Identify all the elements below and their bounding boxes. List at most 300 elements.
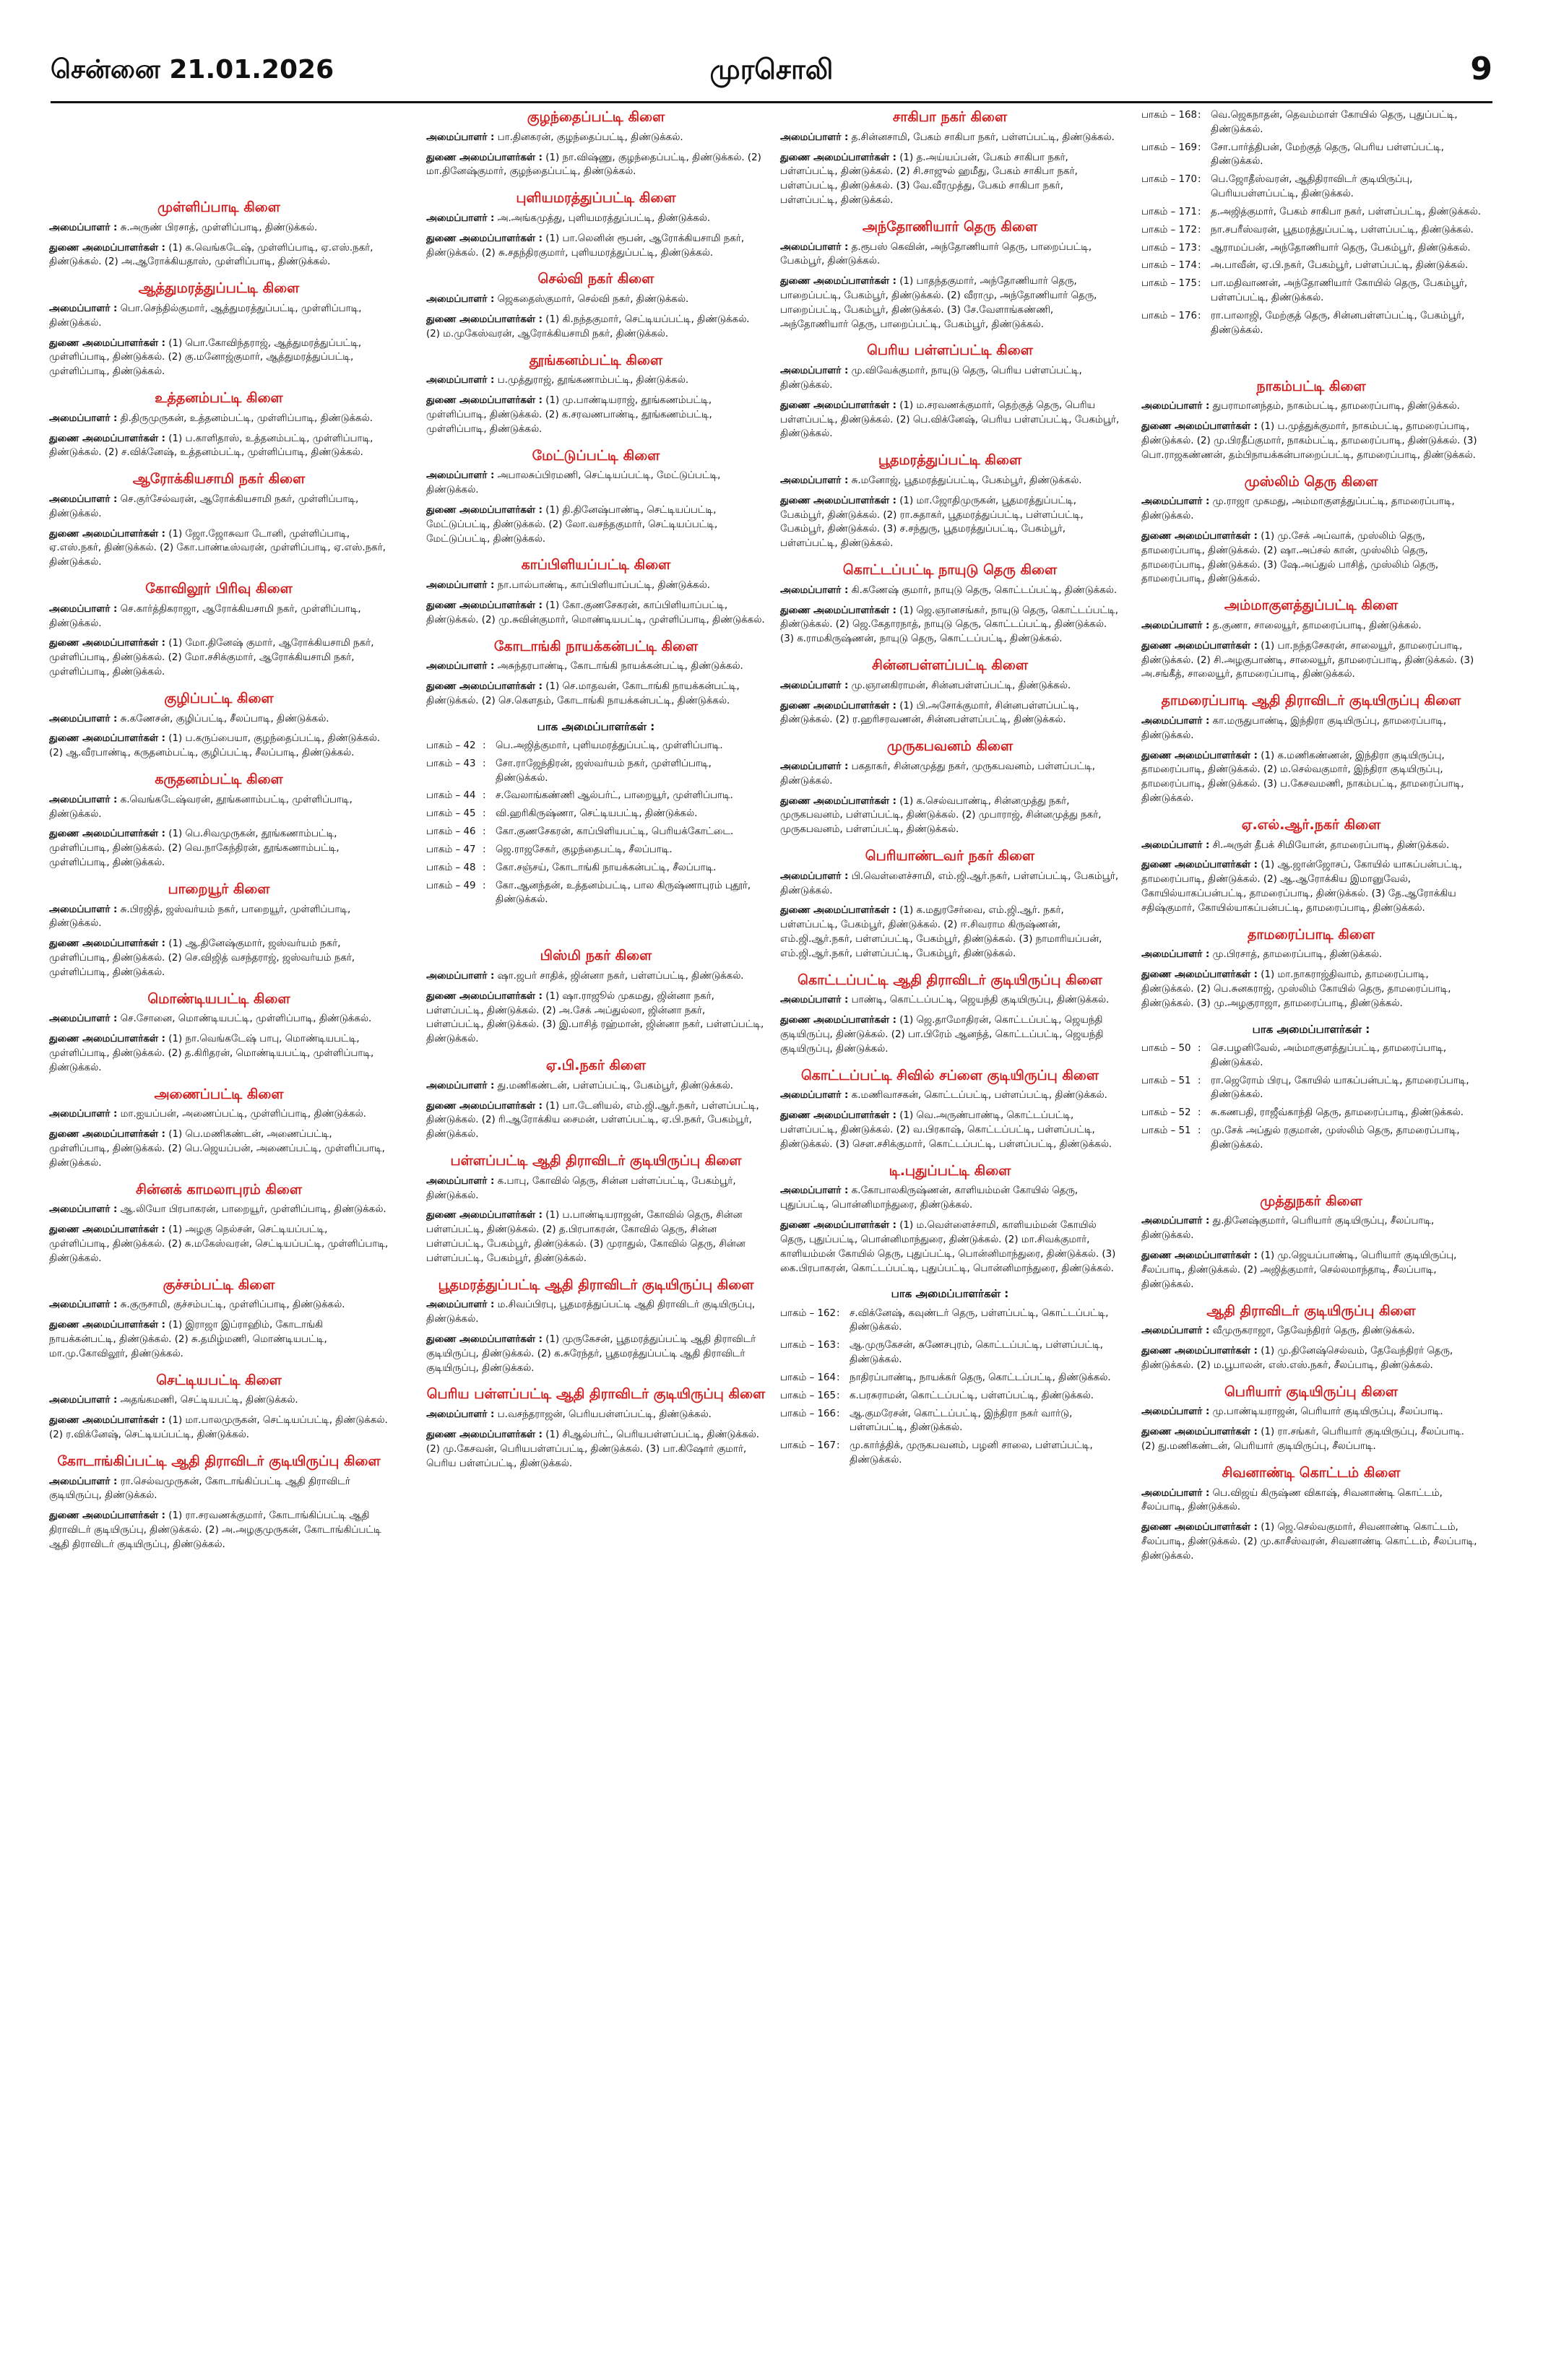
organizer-name: கி.கணேஷ் குமார், நாயுடு தெரு, கொட்டப்பட்டி, திண்டுக்கல். bbox=[851, 584, 1118, 596]
deputy-label: துணை அமைப்பாளர்கள் : bbox=[1141, 1346, 1258, 1357]
organizer-label: அமைப்பாளர் : bbox=[49, 904, 118, 915]
deputy-names: (1) பெ.சிவமுருகன், தூங்கணாம்பட்டி, முள்ளிப்பாடி, திண்டுக்கல். (2) வெ.நாகேந்திரன், தூங்கணாம்பட்டி, முள்ளிப்பாடி, திண்டுக்கல். bbox=[49, 828, 340, 868]
deputy-names: (1) மா.பாலமுருகன், செட்டியப்பட்டி, திண்டுக்கல். (2) ர.விக்னேஷ், செட்டியப்பட்டி, திண்டுக்கல். bbox=[49, 1415, 388, 1440]
page-number: 9 bbox=[1470, 51, 1492, 87]
baga-row bbox=[1141, 1042, 1481, 1070]
branch-title: பிஸ்மி நகர் கிளை bbox=[540, 948, 652, 964]
deputy-line bbox=[780, 274, 1120, 332]
organizer-label: அமைப்பாளர் : bbox=[426, 580, 495, 592]
baga-row bbox=[426, 825, 766, 839]
deputy-line bbox=[780, 1219, 1120, 1276]
baga-number: பாகம் – 174 bbox=[1141, 260, 1198, 272]
baga-row bbox=[426, 807, 766, 821]
organizer-line bbox=[1141, 948, 1481, 962]
branch-title: குச்சம்பட்டி கிளை bbox=[163, 1276, 275, 1293]
branch-title: சாகிபா நகர் கிளை bbox=[892, 109, 1008, 125]
organizer-label: அமைப்பாளர் : bbox=[426, 212, 495, 224]
deputy-label: துணை அமைப்பாளர்கள் : bbox=[780, 152, 896, 163]
branch-title: கொட்டப்பட்டி சிவில் சப்ளை குடியிருப்பு கிளை bbox=[800, 1067, 1099, 1083]
deputy-line bbox=[426, 1428, 766, 1471]
organizer-label: அமைப்பாளர் : bbox=[49, 1395, 118, 1406]
organizer-name: கா.மருதுபாண்டி, இந்திரா குடியிருப்பு, தாமரைப்பாடி, திண்டுக்கல். bbox=[1141, 715, 1447, 741]
deputy-names: (1) ஜெ.செல்வகுமார், சிவனாண்டி கொட்டம், சீலப்பாடி, திண்டுக்கல். (2) மு.காசீஸ்வரன், சிவனாண்டி கொட்டம், சீலப்பாடி, திண்டுக்கல். bbox=[1141, 1522, 1477, 1562]
branch-title: தூங்கனம்பட்டி கிளை bbox=[529, 352, 663, 368]
deputy-label: துணை அமைப்பாளர்கள் : bbox=[426, 395, 543, 407]
baga-number: பாகம் – 162 bbox=[780, 1307, 837, 1319]
deputy-label: துணை அமைப்பாளர்கள் : bbox=[1141, 640, 1258, 652]
column-2 bbox=[426, 108, 766, 1481]
deputy-names: (1) ப.முத்துக்குமார், நாகம்பட்டி, தாமரைப்பாடி, திண்டுக்கல். (2) மு.பிரதீப்குமார், நாகம்பட்டி, தாமரைப்பாடி, திண்டுக்கல். (3) பொ.ராஜகண்ணன், தம்பிநாயக்கன்பாறைப்பட்டி, தாமரைப்பாடி, திண்டுக்கல். bbox=[1141, 421, 1477, 461]
deputy-label: துணை அமைப்பாளர்கள் : bbox=[426, 681, 543, 693]
organizer-line bbox=[780, 241, 1120, 269]
baga-member: சு.கணபதி, ராஜீவ்காந்தி தெரு, தாமரைப்பாடி, திண்டுக்கல். bbox=[1211, 1107, 1464, 1119]
organizer-label: அமைப்பாளர் : bbox=[49, 1013, 118, 1025]
colon-mark: : bbox=[837, 1390, 840, 1401]
deputy-line bbox=[426, 1333, 766, 1375]
deputy-names: (1) பாதந்தகுமார், அந்தோணியார் தெரு, பாறைப்பட்டி, பேகம்பூர், திண்டுக்கல். (2) வீராமு, அந்தோணியார் தெரு, பாறைப்பட்டி, பேகம்பூர், திண்டுக்கல். (3) சே.வேளாங்கண்ணி, அந்தோணியார் தெரு, பாறைப்பட்டி, பேகம்பூர், திண்டுக்கல். bbox=[780, 276, 1097, 330]
organizer-label: அமைப்பாளர் : bbox=[49, 1299, 118, 1311]
organizer-label: அமைப்பாளர் : bbox=[49, 303, 118, 314]
branch-section bbox=[426, 947, 766, 1047]
branch-section bbox=[780, 737, 1120, 837]
branch-section bbox=[426, 108, 766, 179]
organizer-name: து.தினேஷ்குமார், பெரியார் குடியிருப்பு, சீலப்பாடி, திண்டுக்கல். bbox=[1141, 1216, 1435, 1242]
branch-section bbox=[1141, 473, 1481, 587]
baga-row bbox=[426, 861, 766, 875]
baga-row bbox=[780, 1407, 1120, 1436]
deputy-label: துணை அமைப்பாளர்கள் : bbox=[49, 528, 165, 540]
branch-section bbox=[780, 108, 1120, 208]
organizer-line bbox=[49, 493, 389, 522]
organizer-line bbox=[1141, 1405, 1481, 1419]
branch-title: காப்பிளியப்பட்டி கிளை bbox=[521, 557, 671, 574]
branch-section bbox=[49, 1086, 389, 1171]
baga-member: அ.பாவீன், ஏ.பி.நகர், பேகம்பூர், பள்ளப்பட்டி, திண்டுக்கல். bbox=[1211, 260, 1469, 272]
deputy-line bbox=[426, 313, 766, 342]
baga-number: பாகம் – 42 bbox=[426, 740, 476, 751]
baga-number: பாகம் – 171 bbox=[1141, 206, 1198, 217]
organizer-label: அமைப்பாளர் : bbox=[49, 222, 118, 233]
baga-member: நாதிரப்பாண்டி, நாயக்கர் தெரு, கொட்டப்பட்டி, திண்டுக்கல். bbox=[850, 1372, 1111, 1383]
branch-section bbox=[1141, 926, 1481, 1011]
branch-title: சின்னபள்ளப்பட்டி கிளை bbox=[872, 657, 1028, 674]
organizer-name: பகதாகர், சின்னமுத்து நகர், முருகபவனம், பள்ளப்பட்டி, திண்டுக்கல். bbox=[780, 761, 1096, 787]
organizer-name: அதங்கமணி, செட்டியபட்டி, திண்டுக்கல். bbox=[120, 1395, 298, 1406]
organizer-line bbox=[780, 364, 1120, 393]
organizer-name: அ.அங்கமுத்து, புளியமரத்துப்பட்டி, திண்டுக்கல். bbox=[497, 212, 711, 224]
deputy-line bbox=[426, 1099, 766, 1142]
baga-number: பாகம் – 44 bbox=[426, 790, 476, 802]
organizer-name: நா.பால்பாண்டி, காப்பிளியாப்பட்டி, திண்டுக்கல். bbox=[497, 580, 710, 592]
deputy-label: துணை அமைப்பாளர்கள் : bbox=[780, 1220, 896, 1232]
branch-title: கொட்டப்பட்டி ஆதி திராவிடர் குடியிருப்பு கிளை bbox=[798, 972, 1102, 988]
organizer-label: அமைப்பாளர் : bbox=[1141, 401, 1210, 412]
baga-member: ஆ.குமரேசன், கொட்டப்பட்டி, இந்திரா நகர் வார்டு, பள்ளப்பட்டி, திண்டுக்கல். bbox=[850, 1408, 1073, 1434]
deputy-names: (1) ம.சரவணக்குமார், தெற்குத் தெரு, பெரிய பள்ளப்பட்டி, திண்டுக்கல். (2) பெ.விக்னேஷ், பெரிய பள்ளப்பட்டி, பேகம்பூர், திண்டுக்கல். bbox=[780, 399, 1120, 440]
branch-title: குழந்தைப்பட்டி கிளை bbox=[527, 109, 665, 125]
deputy-label: துணை அமைப்பாளர்கள் : bbox=[49, 433, 165, 444]
branch-section bbox=[426, 1276, 766, 1376]
baga-number: பாகம் – 168 bbox=[1141, 110, 1198, 121]
deputy-line bbox=[426, 680, 766, 709]
deputy-names: (1) வெ.அருண்பாண்டி, கொட்டப்பட்டி, பள்ளப்பட்டி, திண்டுக்கல். (2) வ.பிரகாஷ், கொட்டப்பட்டி, பள்ளப்பட்டி, திண்டுக்கல். (3) சௌ.சசிக்குமார், கொட்டப்பட்டி, பள்ளப்பட்டி, திண்டுக்கல். bbox=[780, 1110, 1112, 1150]
organizer-label: அமைப்பாளர் : bbox=[426, 1409, 495, 1421]
deputy-label: துணை அமைப்பாளர்கள் : bbox=[49, 1129, 165, 1141]
colon-mark: : bbox=[837, 1307, 840, 1319]
deputy-line bbox=[1141, 639, 1481, 682]
branch-title: பூதமரத்துப்பட்டி ஆதி திராவிடர் குடியிருப்பு கிளை bbox=[438, 1276, 754, 1293]
baga-member: ஆ.முருகேசன், சுணேசபுரம், கொட்டப்பட்டி, பள்ளப்பட்டி, திண்டுக்கல். bbox=[850, 1340, 1104, 1366]
organizer-label: அமைப்பாளர் : bbox=[1141, 620, 1210, 631]
deputy-names: (1) ப.கருப்பையா, குழந்தைப்பட்டி, திண்டுக்கல். (2) ஆ.வீரபாண்டி, கருதனம்பட்டி, குழிப்பட்டி, சீலப்பாடி, திண்டுக்கல். bbox=[49, 733, 381, 759]
organizer-line bbox=[49, 302, 389, 331]
baga-row bbox=[1141, 277, 1481, 306]
branch-title: ஏ.பி.நகர் கிளை bbox=[545, 1057, 647, 1073]
branch-section bbox=[426, 556, 766, 627]
column-3 bbox=[780, 108, 1120, 1471]
organizer-name: சு.மனோஜ், பூதமரத்துப்பட்டி, பேகம்பூர், திண்டுக்கல். bbox=[851, 475, 1082, 486]
branch-section bbox=[780, 1067, 1120, 1152]
baga-row bbox=[1141, 1106, 1481, 1120]
deputy-names: (1) மு.ஜெயப்பாண்டி, பெரியார் குடியிருப்பு, சீலப்பாடி, திண்டுக்கல். (2) அஜித்குமார், செல்லமாந்தாடி, சீலப்பாடி, திண்டுக்கல். bbox=[1141, 1250, 1457, 1290]
branch-section bbox=[1141, 816, 1481, 916]
organizer-name: பெ.விஜய் கிருஷ்ண விகாஷ், சிவனாண்டி கொட்டம், சீலப்பாடி, திண்டுக்கல். bbox=[1141, 1487, 1443, 1513]
organizer-name: ப.வசந்தராஜன், பெரியபள்ளப்பட்டி, திண்டுக்கல். bbox=[497, 1409, 712, 1421]
page-header bbox=[51, 51, 1492, 94]
branch-section bbox=[49, 580, 389, 680]
organizer-name: பொ.செந்தில்குமார், ஆத்துமரத்துப்பட்டி, முள்ளிப்பாடி, திண்டுக்கல். bbox=[49, 303, 362, 329]
deputy-label: துணை அமைப்பாளர்கள் : bbox=[49, 242, 165, 254]
deputy-names: (1) க.செல்வபாண்டி, சின்னமுத்து நகர், முருகபவனம், பள்ளப்பட்டி, திண்டுக்கல். (2) முபாராஜ், சின்னமுத்து நகர், முருகபவனம், பள்ளப்பட்டி, திண்டுக்கல். bbox=[780, 795, 1102, 836]
colon-mark: : bbox=[837, 1340, 840, 1351]
organizer-line bbox=[426, 659, 766, 674]
colon-mark: : bbox=[837, 1408, 840, 1419]
organizer-line bbox=[1141, 1214, 1481, 1243]
baga-heading: பாக அமைப்பாளர்கள் : bbox=[537, 719, 655, 733]
deputy-label: துணை அமைப்பாளர்கள் : bbox=[49, 1034, 165, 1045]
organizer-label: அமைப்பாளர் : bbox=[426, 1175, 495, 1187]
organizer-line bbox=[780, 993, 1120, 1008]
organizer-line bbox=[426, 969, 766, 984]
colon-mark: : bbox=[1198, 1125, 1201, 1137]
baga-number: பாகம் – 176 bbox=[1141, 310, 1198, 321]
deputy-line bbox=[49, 937, 389, 979]
deputy-names: (1) கி.நந்தகுமார், செட்டியப்பட்டி, திண்டுக்கல். (2) ம.முகேஸ்வரன், ஆரோக்கியசாமி நகர், திண்டுக்கல். bbox=[426, 313, 750, 339]
branch-title: செல்வி நகர் கிளை bbox=[537, 271, 654, 287]
organizer-name: மு.ராஜா முகமது, அம்மாகுளத்துப்பட்டி, தாமரைப்பாடி, திண்டுக்கல். bbox=[1141, 496, 1455, 522]
organizer-line bbox=[49, 1298, 389, 1312]
deputy-line bbox=[49, 1128, 389, 1170]
baga-member: கோ.ஆனந்தன், உத்தனம்பட்டி, பால கிருஷ்ணாபுரம் புதூர், திண்டுக்கல். bbox=[496, 880, 751, 906]
branch-section bbox=[49, 990, 389, 1076]
organizer-label: அமைப்பாளர் : bbox=[49, 603, 118, 615]
organizer-label: அமைப்பாளர் : bbox=[780, 131, 849, 143]
organizer-name: மு.பிரசாத், தாமரைப்பாடி, திண்டுக்கல். bbox=[1212, 949, 1383, 961]
branch-title: மொண்டியபட்டி கிளை bbox=[147, 990, 290, 1007]
branch-title: கோவிலூர் பிரிவு கிளை bbox=[145, 581, 293, 597]
organizer-line bbox=[1141, 1487, 1481, 1515]
deputy-line bbox=[49, 1509, 389, 1552]
deputy-names: (1) க.மதுரசேர்வை, எம்.ஜி.ஆர். நகர், பள்ளப்பட்டி, பேகம்பூர், திண்டுக்கல். (2) ஈ.சிவராம கிருஷ்ணன், எம்.ஜி.ஆர்.நகர், பள்ளப்பட்டி, பேகம்பூர், திண்டுக்கல். (3) நாமாரியப்பன், எம்.ஜி.ஆர்.நகர், பள்ளப்பட்டி, பேகம்பூர், திண்டுக்கல். bbox=[780, 905, 1102, 959]
organizer-label: அமைப்பாளர் : bbox=[1141, 1216, 1210, 1227]
baga-row bbox=[1141, 1124, 1481, 1153]
organizer-label: அமைப்பாளர் : bbox=[780, 241, 849, 253]
organizer-line bbox=[49, 1012, 389, 1026]
baga-row bbox=[780, 1371, 1120, 1385]
deputy-line bbox=[780, 1109, 1120, 1151]
deputy-label: துணை அமைப்பாளர்கள் : bbox=[49, 337, 165, 349]
branch-section bbox=[780, 218, 1120, 332]
organizer-line bbox=[49, 1203, 389, 1217]
organizer-line bbox=[780, 1184, 1120, 1213]
baga-member: சோ.பார்த்திபன், மேற்குத் தெரு, பெரிய பள்ளப்பட்டி, திண்டுக்கல். bbox=[1211, 142, 1444, 168]
branch-section bbox=[49, 199, 389, 269]
deputy-line bbox=[49, 1032, 389, 1075]
organizer-label: அமைப்பாளர் : bbox=[426, 1299, 495, 1311]
organizer-label: அமைப்பாளர் : bbox=[426, 661, 495, 672]
column-1 bbox=[49, 199, 389, 1562]
colon-mark: : bbox=[483, 880, 486, 891]
organizer-line bbox=[49, 903, 389, 932]
baga-member: ச.வேலாங்கண்ணி ஆல்பர்ட், பாறையூர், முள்ளிப்பாடி. bbox=[496, 790, 733, 802]
deputy-label: துணை அமைப்பாளர்கள் : bbox=[426, 1100, 543, 1112]
organizer-name: ஆ.லியோ பிரபாகரன், பாறையூர், முள்ளிப்பாடி, திண்டுக்கல். bbox=[120, 1204, 386, 1216]
baga-number: பாகம் – 166 bbox=[780, 1408, 837, 1419]
branch-title: அணைப்பட்டி கிளை bbox=[154, 1086, 284, 1102]
organizer-name: பி.வெள்ளைச்சாமி, எம்.ஜி.ஆர்.நகர், பள்ளப்பட்டி, பேகம்பூர், திண்டுக்கல். bbox=[780, 870, 1119, 896]
branch-title: கொட்டப்பட்டி நாயுடு தெரு கிளை bbox=[842, 562, 1058, 579]
organizer-label: அமைப்பாளர் : bbox=[780, 584, 849, 596]
deputy-line bbox=[780, 151, 1120, 208]
organizer-line bbox=[780, 679, 1120, 693]
branch-title: டி.புதுப்பட்டி கிளை bbox=[889, 1162, 1011, 1179]
organizer-line bbox=[49, 712, 389, 727]
organizer-name: க.கோபாலகிருஷ்ணன், காளியம்மன் கோயில் தெரு, புதுப்பட்டி, பொன்னிமாந்துரை, திண்டுக்கல். bbox=[780, 1185, 1079, 1211]
deputy-line bbox=[49, 1318, 389, 1361]
branch-section bbox=[780, 847, 1120, 961]
deputy-line bbox=[426, 151, 766, 180]
deputy-line bbox=[49, 337, 389, 379]
deputy-names: (1) சிஆல்பர்ட், பெரியபள்ளப்பட்டி, திண்டுக்கல். (2) மு.கேசவன், பெரியபள்ளப்பட்டி, திண்டுக்கல். (3) பா.கிஷோர் குமார், பெரிய பள்ளப்பட்டி, திண்டுக்கல். bbox=[426, 1429, 760, 1469]
deputy-names: (1) பா.நந்தசேகரன், சாலையூர், தாமரைப்பாடி, திண்டுக்கல். (2) சி.அழகுபாண்டி, சாலையூர், தாமரைப்பாடி, திண்டுக்கல். (3) அ.சங்கீத், சாலையூர், தாமரைப்பாடி, திண்டுக்கல். bbox=[1141, 640, 1474, 680]
branch-title: முள்ளிப்பாடி கிளை bbox=[157, 199, 280, 215]
organizer-label: அமைப்பாளர் : bbox=[49, 1204, 118, 1216]
branch-section bbox=[49, 1453, 389, 1552]
deputy-label: துணை அமைப்பாளர்கள் : bbox=[49, 938, 165, 950]
baga-member: செ.பழனிவேல், அம்மாகுளத்துப்பட்டி, தாமரைப்பாடி, திண்டுக்கல். bbox=[1211, 1042, 1447, 1068]
deputy-names: (1) அழகு நெல்சன், செட்டியப்பட்டி, முள்ளிப்பாடி, திண்டுக்கல். (2) சு.மகேஸ்வரன், செட்டியப்பட்டி, முள்ளிப்பாடி, திண்டுக்கல். bbox=[49, 1224, 389, 1264]
organizer-line bbox=[49, 1107, 389, 1122]
baga-row bbox=[780, 1338, 1120, 1367]
branch-section bbox=[49, 1276, 389, 1362]
deputy-names: (1) ப.காளிதாஸ், உத்தனம்பட்டி, முள்ளிப்பாடி, திண்டுக்கல். (2) ச.விக்னேஷ், உத்தனம்பட்டி, முள்ளிப்பாடி, திண்டுக்கல். bbox=[49, 433, 373, 459]
baga-number: பாகம் – 49 bbox=[426, 880, 476, 891]
baga-member: பெ.அஜித்குமார், புளியமரத்துப்பட்டி, முள்ளிப்பாடி. bbox=[496, 740, 723, 751]
deputy-line bbox=[780, 795, 1120, 837]
branch-section bbox=[780, 342, 1120, 441]
organizer-name: க.பாபு, கோவில் தெரு, சின்ன பள்ளப்பட்டி, பேகம்பூர், திண்டுக்கல். bbox=[426, 1175, 736, 1201]
organizer-line bbox=[1141, 1324, 1481, 1338]
deputy-names: (1) ஜெ.தாமோதிரன், கொட்டப்பட்டி, ஜெயந்தி குடியிருப்பு, திண்டுக்கல். (2) பா.பிரேம் ஆனந்த், கொட்டப்பட்டி, ஜெயந்தி குடியிருப்பு, திண்டுக்கல். bbox=[780, 1015, 1104, 1055]
deputy-names: (1) ரா.சரவணக்குமார், கோடாங்கிப்பட்டி ஆதி திராவிடர் குடியிருப்பு, திண்டுக்கல். (2) அ.அழகுமுருகன், கோடாங்கிப்பட்டி ஆதி திராவிடர் குடியிருப்பு, திண்டுக்கல். bbox=[49, 1510, 381, 1550]
branch-title: தாமரைப்பாடி கிளை bbox=[1247, 926, 1375, 943]
deputy-label: துணை அமைப்பாளர்கள் : bbox=[426, 504, 543, 516]
organizer-line bbox=[426, 1408, 766, 1422]
organizer-label: அமைப்பாளர் : bbox=[49, 412, 118, 424]
baga-row bbox=[1141, 108, 1481, 137]
baga-member: ஜெ.ராஜசேகர், குழந்தைபட்டி, சீலப்பாடி. bbox=[496, 844, 673, 855]
organizer-label: அமைப்பாளர் : bbox=[49, 1109, 118, 1120]
organizer-label: அமைப்பாளர் : bbox=[49, 794, 118, 805]
branch-title: சின்னக் காமலாபுரம் கிளை bbox=[135, 1181, 303, 1198]
organizer-line bbox=[780, 584, 1120, 598]
branch-title: பெரியாண்டவர் நகர் கிளை bbox=[865, 848, 1035, 865]
deputy-line bbox=[49, 1414, 389, 1442]
deputy-names: (1) க.மணிகண்ணன், இந்திரா குடியிருப்பு, தாமரைப்பாடி, திண்டுக்கல். (2) ம.செல்வகுமார், இந்திரா குடியிருப்பு, தாமரைப்பாடி, திண்டுக்கல். (3) ப.கேசவமணி, நாகம்பட்டி, தாமரைப்பாடி, திண்டுக்கல். bbox=[1141, 750, 1464, 805]
organizer-name: ஜெகதைஸ்குமார், செல்வி நகர், திண்டுக்கல். bbox=[497, 294, 689, 306]
deputy-label: துணை அமைப்பாளர்கள் : bbox=[780, 700, 896, 711]
branch-title: பாறையூர் கிளை bbox=[168, 880, 270, 897]
branch-section bbox=[426, 1152, 766, 1266]
organizer-name: த.ரூபஸ் கெவின், அந்தோணியார் தெரு, பாறைப்பட்டி, பேகம்பூர், திண்டுக்கல். bbox=[780, 241, 1092, 267]
organizer-label: அமைப்பாளர் : bbox=[1141, 839, 1210, 851]
organizer-label: அமைப்பாளர் : bbox=[1141, 1487, 1210, 1499]
deputy-line bbox=[426, 503, 766, 546]
branch-title: கோடாங்கிப்பட்டி ஆதி திராவிடர் குடியிருப்பு கிளை bbox=[57, 1453, 381, 1469]
deputy-label: துணை அமைப்பாளர்கள் : bbox=[780, 276, 896, 287]
branch-section bbox=[49, 771, 389, 870]
deputy-line bbox=[780, 494, 1120, 551]
baga-row bbox=[780, 1307, 1120, 1336]
colon-mark: : bbox=[1198, 174, 1201, 186]
colon-mark: : bbox=[837, 1372, 840, 1383]
baga-row bbox=[1141, 309, 1481, 338]
branch-section bbox=[49, 280, 389, 379]
deputy-label: துணை அமைப்பாளர்கள் : bbox=[780, 605, 896, 616]
organizer-label: அமைப்பாளர் : bbox=[426, 1080, 495, 1091]
branch-title: நாகம்பட்டி கிளை bbox=[1256, 378, 1366, 394]
deputy-names: (1) மு.சேக் அப்வாக், முஸ்லிம் தெரு, தாமரைப்பாடி, திண்டுக்கல். (2) ஷா.அப்சல் கான், முஸ்லிம் தெரு, தாமரைப்பாடி, திண்டுக்கல். (3) ஷே.அப்துல் பாசித், முஸ்லிம் தெரு, தாமரைப்பாடி, திண்டுக்கல். bbox=[1141, 530, 1439, 585]
deputy-line bbox=[1141, 968, 1481, 1011]
baga-row bbox=[426, 879, 766, 908]
deputy-line bbox=[780, 399, 1120, 441]
branch-title: அந்தோணியார் தெரு கிளை bbox=[862, 218, 1038, 235]
organizer-line bbox=[1141, 619, 1481, 633]
organizer-name: த.சின்னசாமி, பேகம் சாகிபா நகர், பள்ளப்பட்டி, திண்டுக்கல். bbox=[851, 131, 1115, 143]
organizer-name: ஷா.ஜபர் சாதிக், ஜின்னா நகர், பள்ளப்பட்டி, திண்டுக்கல். bbox=[497, 970, 744, 982]
baga-member: ஆராமப்பன், அந்தோணியார் தெரு, பேகம்பூர், திண்டுக்கல். bbox=[1211, 242, 1471, 254]
organizer-line bbox=[49, 221, 389, 235]
branch-section bbox=[780, 451, 1120, 551]
header-rule bbox=[51, 101, 1492, 103]
branch-section bbox=[780, 657, 1120, 727]
deputy-label: துணை அமைப்பாளர்கள் : bbox=[1141, 1427, 1258, 1438]
organizer-label: அமைப்பாளர் : bbox=[780, 761, 849, 772]
organizer-line bbox=[426, 469, 766, 498]
deputy-line bbox=[426, 1208, 766, 1265]
deputy-names: (1) ஆ.ஜான்ஜோசப், கோயில் யாகப்பன்பட்டி, தாமரைப்பாடி, திண்டுக்கல். (2) ஆ.ஆரோக்கிய இமானுவேல், கோயில்யாகப்பன்பட்டி, தாமரைப்பாடி, திண்டுக்கல். (3) தே.ஆரோக்கிய சதிஷ்குமார், கோயில்யாகப்பன்பட்டி, தாமரைப்பாடி, திண்டுக்கல். bbox=[1141, 860, 1463, 914]
branch-section bbox=[780, 972, 1120, 1057]
organizer-label: அமைப்பாளர் : bbox=[49, 713, 118, 724]
baga-number: பாகம் – 52 bbox=[1141, 1107, 1191, 1119]
organizer-label: அமைப்பாளர் : bbox=[780, 1185, 849, 1197]
deputy-label: துணை அமைப்பாளர்கள் : bbox=[1141, 860, 1258, 871]
organizer-label: அமைப்பாளர் : bbox=[426, 294, 495, 306]
baga-row bbox=[780, 1389, 1120, 1403]
date-line: சென்னை 21.01.2026 bbox=[51, 55, 334, 85]
baga-number: பாகம் – 165 bbox=[780, 1390, 837, 1401]
organizer-line bbox=[49, 1475, 389, 1504]
baga-row bbox=[426, 789, 766, 803]
baga-number: பாகம் – 167 bbox=[780, 1440, 837, 1452]
deputy-names: (1) நா.விஷ்ணு, குழந்தைப்பட்டி, திண்டுக்கல். (2) மா.தினேஷ்குமார், குழந்தைப்பட்டி, திண்டுக்கல். bbox=[426, 152, 761, 178]
deputy-label: துணை அமைப்பாளர்கள் : bbox=[426, 600, 543, 611]
baga-row bbox=[426, 757, 766, 786]
organizer-line bbox=[780, 131, 1120, 145]
organizer-name: மு.விவேக்குமார், நாயுடு தெரு, பெரிய பள்ளப்பட்டி, திண்டுக்கல். bbox=[780, 365, 1082, 391]
baga-number: பாகம் – 51 bbox=[1141, 1125, 1191, 1137]
baga-row bbox=[1141, 1074, 1481, 1103]
baga-member: த.அஜித்குமார், பேகம் சாகிபா நகர், பள்ளப்பட்டி, திண்டுக்கல். bbox=[1211, 206, 1481, 217]
baga-row bbox=[1141, 241, 1481, 256]
organizer-label: அமைப்பாளர் : bbox=[426, 970, 495, 982]
colon-mark: : bbox=[1198, 1075, 1201, 1086]
deputy-label: துணை அமைப்பாளர்கள் : bbox=[426, 1333, 543, 1345]
branch-section bbox=[1141, 1464, 1481, 1564]
baga-row bbox=[780, 1439, 1120, 1468]
colon-mark: : bbox=[483, 740, 486, 751]
organizer-label: அமைப்பாளர் : bbox=[426, 131, 495, 143]
branch-title: ஆதி திராவிடர் குடியிருப்பு கிளை bbox=[1206, 1302, 1416, 1319]
deputy-names: (1) ப.பாண்டியராஜன், கோவில் தெரு, சின்ன பள்ளப்பட்டி, திண்டுக்கல். (2) த.பிரபாகரன், கோவில் தெரு, சின்ன பள்ளப்பட்டி, பேகம்பூர், திண்டுக்கல். (3) முராதுல், கோவில் தெரு, சின்ன பள்ளப்பட்டி, பேகம்பூர், திண்டுக்கல். bbox=[426, 1210, 745, 1264]
branch-section bbox=[49, 1181, 389, 1266]
organizer-line bbox=[780, 870, 1120, 899]
organizer-name: சு.பிரஜித், ஜஸ்வர்யம் நகர், பாறையூர், முள்ளிப்பாடி, திண்டுக்கல். bbox=[49, 904, 351, 930]
deputy-line bbox=[49, 636, 389, 679]
organizer-line bbox=[426, 1298, 766, 1327]
deputy-label: துணை அமைப்பாளர்கள் : bbox=[1141, 969, 1258, 981]
branch-section bbox=[49, 470, 389, 570]
deputy-line bbox=[49, 732, 389, 761]
baga-member: மு.சேக் அப்துல் ரகுமான், முஸ்லிம் தெரு, தாமரைப்பாடி, திண்டுக்கல். bbox=[1211, 1125, 1460, 1151]
organizer-line bbox=[426, 373, 766, 388]
deputy-label: துணை அமைப்பாளர்கள் : bbox=[780, 1015, 896, 1026]
deputy-names: (1) க.வெங்கடேஷ், முள்ளிப்பாடி, ஏ.எஸ்.நகர், திண்டுக்கல். (2) அ.ஆரோக்கியதாஸ், முள்ளிப்பாடி, திண்டுக்கல். bbox=[49, 242, 373, 268]
branch-title: பெரியார் குடியிருப்பு கிளை bbox=[1224, 1383, 1398, 1400]
organizer-label: அமைப்பாளர் : bbox=[780, 1090, 849, 1102]
deputy-names: (1) ஜோ.ஜோசுவா டோனி, முள்ளிப்பாடி, ஏ.எஸ்.நகர், திண்டுக்கல். (2) கோ.பாண்டீஸ்வரன், முள்ளிப்பாடி, ஏ.எஸ்.நகர், திண்டுக்கல். bbox=[49, 528, 386, 568]
deputy-line bbox=[426, 990, 766, 1047]
deputy-names: (1) த.அய்யப்பன், பேகம் சாகிபா நகர், பள்ளப்பட்டி, திண்டுக்கல். (2) சி.சாஜுல் ஹமீது, பேகம் சாகிபா நகர், பள்ளப்பட்டி, திண்டுக்கல். (3) வே.வீரமுத்து, பேகம் சாகிபா நகர், பள்ளப்பட்டி, திண்டுக்கல். bbox=[780, 152, 1078, 206]
baga-number: பாகம் – 45 bbox=[426, 808, 476, 820]
baga-member: க.பரசுராமன், கொட்டப்பட்டி, பள்ளப்பட்டி, திண்டுக்கல். bbox=[850, 1390, 1094, 1401]
organizer-name: மா.ஐயப்பன், அணைப்பட்டி, முள்ளிப்பாடி, திண்டுக்கல். bbox=[120, 1109, 366, 1120]
deputy-label: துணை அமைப்பாளர்கள் : bbox=[426, 233, 543, 244]
branch-title: உத்தனம்பட்டி கிளை bbox=[155, 390, 283, 406]
baga-row bbox=[1141, 223, 1481, 238]
baga-number: பாகம் – 172 bbox=[1141, 224, 1198, 235]
branch-title: கருதனம்பட்டி கிளை bbox=[155, 771, 283, 787]
organizer-label: அமைப்பாளர் : bbox=[780, 995, 849, 1006]
baga-heading: பாக அமைப்பாளர்கள் : bbox=[1252, 1022, 1370, 1036]
organizer-line bbox=[1141, 714, 1481, 743]
baga-member: சோ.ராஜேந்திரன், ஜஸ்வர்யம் நகர், முள்ளிப்பாடி, திண்டுக்கல். bbox=[496, 758, 712, 784]
branch-title: முஸ்லிம் தெரு கிளை bbox=[1244, 473, 1378, 490]
branch-title: முத்துநகர் கிளை bbox=[1260, 1193, 1362, 1209]
baga-row bbox=[426, 739, 766, 753]
colon-mark: : bbox=[1198, 1042, 1201, 1054]
baga-number: பாகம் – 169 bbox=[1141, 142, 1198, 153]
